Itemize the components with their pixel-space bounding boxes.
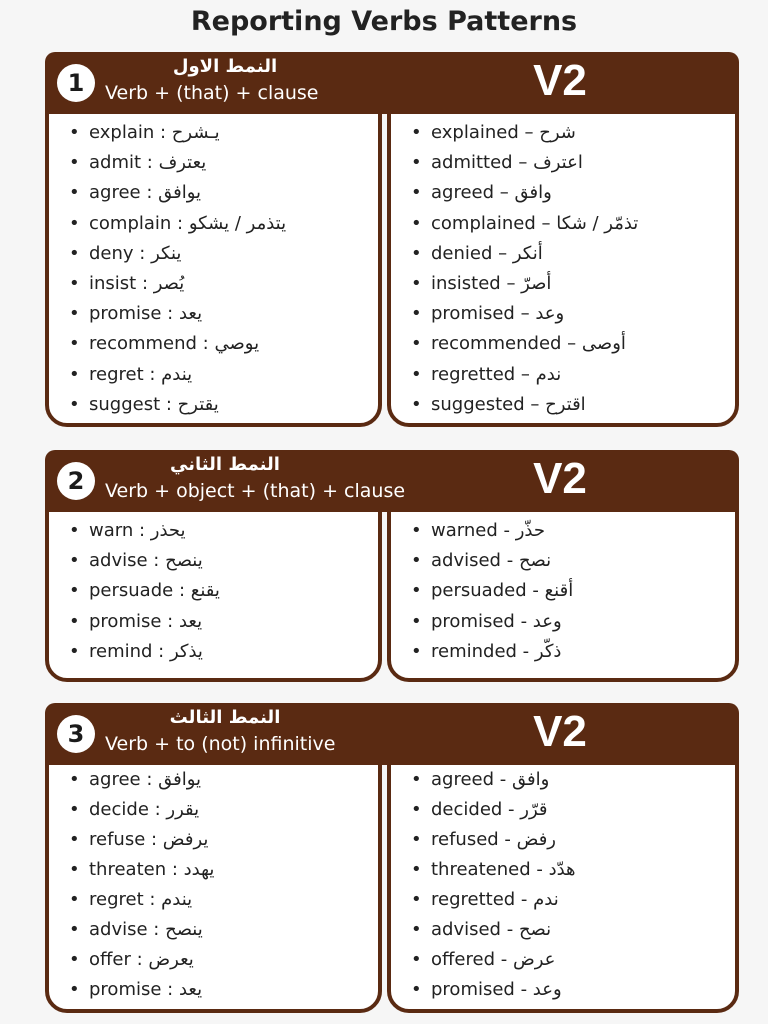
list-item: • recommended – أوصى xyxy=(405,329,735,359)
list-item: • advised - نصح xyxy=(405,546,735,576)
list-item: • decide : يقرر xyxy=(63,795,378,825)
list-item: • recommend : يوصي xyxy=(63,329,378,359)
pattern-formula: Verb + (that) + clause xyxy=(105,82,319,104)
list-item: • persuade : يقنع xyxy=(63,576,378,606)
list-item: • warned - حذّر xyxy=(405,516,735,546)
list-item: • admit : يعترف xyxy=(63,148,378,178)
v2-label: V2 xyxy=(533,56,587,105)
list-item: • offered - عرض xyxy=(405,945,735,975)
list-item: • advise : ينصح xyxy=(63,546,378,576)
list-item: • admitted – اعترف xyxy=(405,148,735,178)
pattern-section-3 xyxy=(45,703,739,1013)
list-item: • deny : ينكر xyxy=(63,239,378,269)
list-item: • advised - نصح xyxy=(405,915,735,945)
v2-verbs-card xyxy=(387,761,739,1013)
pattern-header xyxy=(45,450,739,512)
pattern-name: النمط الاول xyxy=(172,56,278,77)
pattern-name: النمط الثاني xyxy=(170,454,280,475)
list-item: • complained – تذمّر / شكا xyxy=(405,209,735,239)
list-item: • suggested – اقترح xyxy=(405,390,735,420)
list-item: • promise : يعد xyxy=(63,299,378,329)
pattern-formula: Verb + to (not) infinitive xyxy=(105,733,336,755)
list-item: • threatened - هدّد xyxy=(405,855,735,885)
list-item: • advise : ينصح xyxy=(63,915,378,945)
pattern-number-badge: 2 xyxy=(57,462,95,500)
list-item: • promise : يعد xyxy=(63,975,378,1005)
v2-verbs-list xyxy=(391,114,735,420)
list-item: • insisted – أصرّ xyxy=(405,269,735,299)
list-item: • offer : يعرض xyxy=(63,945,378,975)
v2-label: V2 xyxy=(533,707,587,756)
list-item: • promise : يعد xyxy=(63,607,378,637)
base-verbs-card xyxy=(45,110,382,427)
base-verbs-list xyxy=(49,765,378,1005)
list-item: • regretted – ندم xyxy=(405,360,735,390)
list-item: • denied – أنكر xyxy=(405,239,735,269)
v2-label: V2 xyxy=(533,454,587,503)
base-verbs-list xyxy=(49,512,378,667)
list-item: • promised - وعد xyxy=(405,975,735,1005)
list-item: • agree : يوافق xyxy=(63,178,378,208)
list-item: • complain : يتذمر / يشكو xyxy=(63,209,378,239)
pattern-number-badge: 1 xyxy=(57,64,95,102)
list-item: • regret : يندم xyxy=(63,360,378,390)
v2-verbs-card xyxy=(387,508,739,682)
list-item: • agreed - وافق xyxy=(405,765,735,795)
list-item: • refused - رفض xyxy=(405,825,735,855)
list-item: • promised - وعد xyxy=(405,607,735,637)
list-item: • explained – شرح xyxy=(405,118,735,148)
v2-verbs-list xyxy=(391,512,735,667)
list-item: • regret : يندم xyxy=(63,885,378,915)
pattern-header xyxy=(45,52,739,114)
pattern-section-1 xyxy=(45,52,739,427)
list-item: • promised – وعد xyxy=(405,299,735,329)
list-item: • suggest : يقترح xyxy=(63,390,378,420)
pattern-header xyxy=(45,703,739,765)
list-item: • persuaded - أقنع xyxy=(405,576,735,606)
pattern-number-badge: 3 xyxy=(57,715,95,753)
base-verbs-card xyxy=(45,761,382,1013)
list-item: • reminded - ذكّر xyxy=(405,637,735,667)
list-item: • decided - قرّر xyxy=(405,795,735,825)
page-title: Reporting Verbs Patterns xyxy=(190,6,578,37)
list-item: • refuse : يرفض xyxy=(63,825,378,855)
list-item: • agree : يوافق xyxy=(63,765,378,795)
pattern-name: النمط الثالث xyxy=(169,707,281,728)
list-item: • insist : يُصر xyxy=(63,269,378,299)
v2-verbs-card xyxy=(387,110,739,427)
pattern-formula: Verb + object + (that) + clause xyxy=(105,480,406,502)
list-item: • threaten : يهدد xyxy=(63,855,378,885)
list-item: • regretted - ندم xyxy=(405,885,735,915)
list-item: • warn : يحذر xyxy=(63,516,378,546)
v2-verbs-list xyxy=(391,765,735,1005)
list-item: • explain : يـشرح xyxy=(63,118,378,148)
pattern-section-2 xyxy=(45,450,739,682)
base-verbs-list xyxy=(49,114,378,420)
list-item: • agreed – وافق xyxy=(405,178,735,208)
base-verbs-card xyxy=(45,508,382,682)
list-item: • remind : يذكر xyxy=(63,637,378,667)
